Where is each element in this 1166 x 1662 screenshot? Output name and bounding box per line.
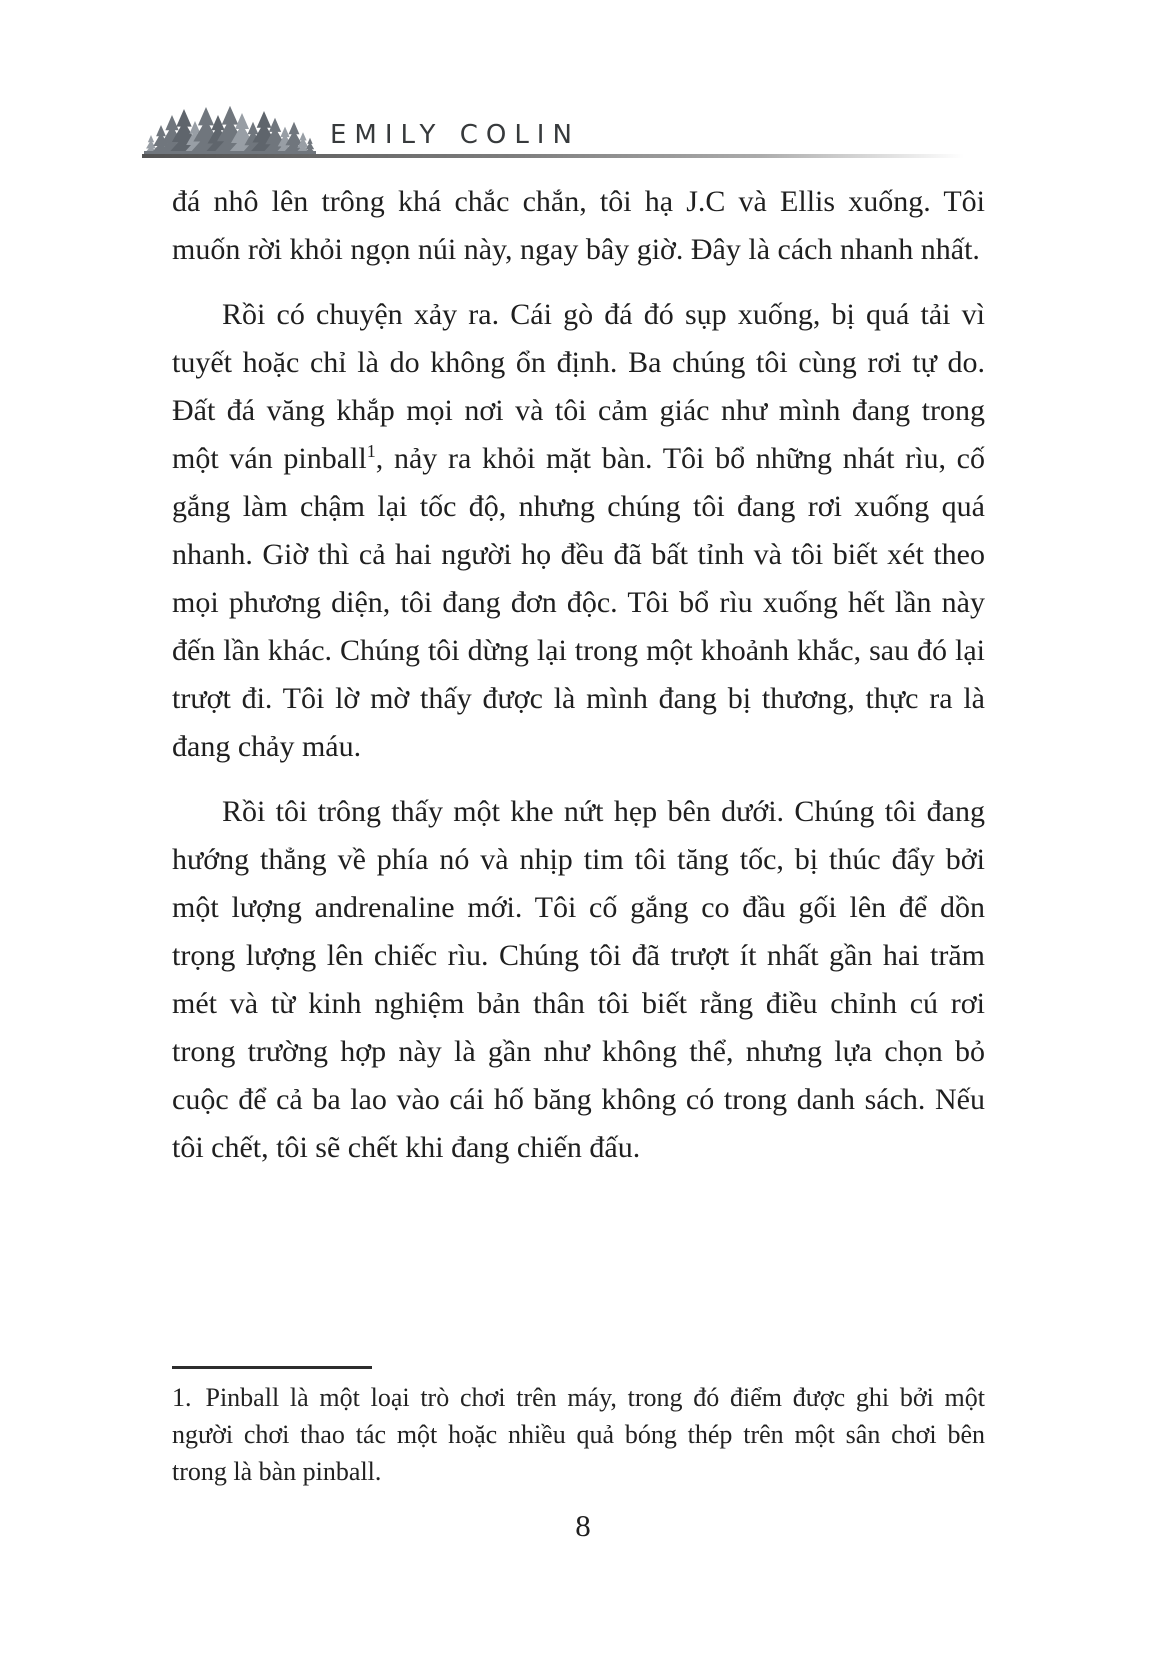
footnote-body: Pinball là một loại trò chơi trên máy, trong đó điểm được ghi bởi một người chơi thao tác một hoặc nhiều quả bóng thép trên một sân chơi bên trong là bàn pinball. [172, 1383, 985, 1486]
header-rule [142, 154, 964, 158]
page-number: 8 [575, 1508, 591, 1543]
paragraph-text: Rồi có chuyện xảy ra. Cái gò đá đó sụp xuống, bị quá tải vì tuyết hoặc chỉ là do không ổn định. Ba chúng tôi cùng rơi tự do. Đất đá văng khắp mọi nơi và tôi cảm giác như mình đang trong một ván pinball [172, 298, 985, 475]
footnote-reference: 1 [366, 441, 376, 461]
running-header [142, 104, 964, 158]
footnote-divider [172, 1366, 372, 1369]
body-text [172, 178, 985, 1189]
footnote-marker: 1. [172, 1383, 192, 1412]
paragraph: Rồi tôi trông thấy một khe nứt hẹp bên dưới. Chúng tôi đang hướng thẳng về phía nó và nhịp tim tôi tăng tốc, bị thúc đẩy bởi một lượng andrenaline mới. Tôi cố gắng co đầu gối lên để dồn trọng lượng lên chiếc rìu. Chúng tôi đã trượt ít nhất gần hai trăm mét và từ kinh nghiệm bản thân tôi biết rằng điều chỉnh cú rơi trong trường hợp này là gần như không thể, nhưng lựa chọn bỏ cuộc để cả ba lao vào cái hố băng không có trong danh sách. Nếu tôi chết, tôi sẽ chết khi đang chiến đấu. [172, 795, 985, 1164]
paragraph [172, 291, 985, 771]
paragraph: đá nhô lên trông khá chắc chắn, tôi hạ J.C và Ellis xuống. Tôi muốn rời khỏi ngọn núi này, ngay bây giờ. Đây là cách nhanh nhất. [172, 185, 985, 266]
footnote-text [172, 1379, 985, 1490]
footnote-block [172, 1366, 985, 1490]
paragraph-text: , nảy ra khỏi mặt bàn. Tôi bổ những nhát rìu, cố gắng làm chậm lại tốc độ, nhưng chúng tôi đang rơi xuống quá nhanh. Giờ thì cả hai người họ đều đã bất tỉnh và tôi biết xét theo mọi phương diện, tôi đang đơn độc. Tôi bổ rìu xuống hết lần này đến lần khác. Chúng tôi dừng lại trong một khoảnh khắc, sau đó lại trượt đi. Tôi lờ mờ thấy được là mình đang bị thương, thực ra là đang chảy máu. [172, 442, 985, 763]
pine-treeline-icon [144, 106, 316, 156]
author-name: EMILY COLIN [330, 120, 580, 150]
